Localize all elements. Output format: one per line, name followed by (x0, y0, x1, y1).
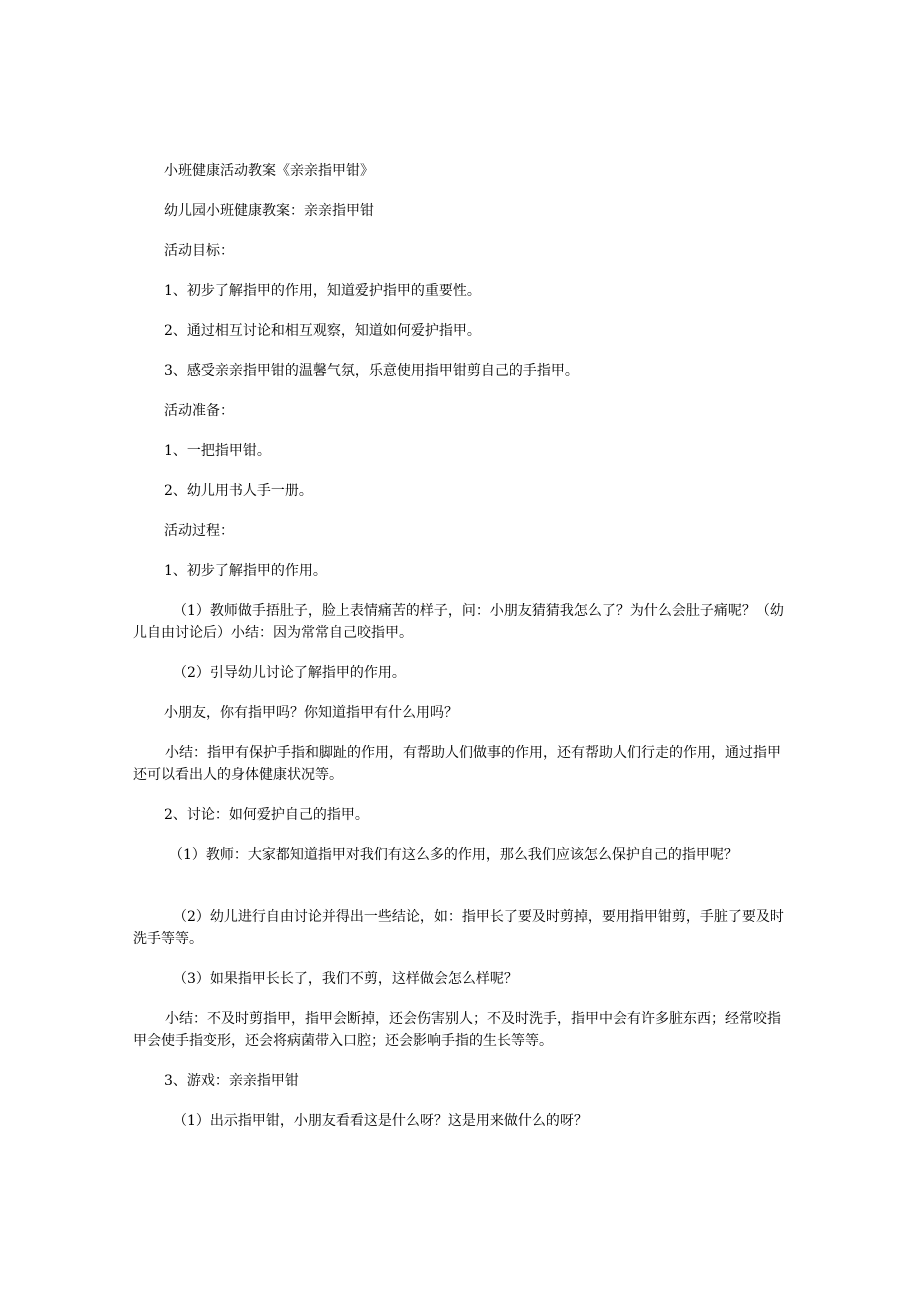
question-line: 小朋友，你有指甲吗？你知道指甲有什么用吗？ (164, 705, 458, 721)
goal-item-2: 2、通过相互讨论和相互观察，知道如何爱护指甲。 (164, 323, 481, 339)
goal-item-3: 3、感受亲亲指甲钳的温馨气氛，乐意使用指甲钳剪自己的手指甲。 (164, 363, 579, 379)
process-step-2-3: （3）如果指甲长长了，我们不剪，这样做会怎么样呢？ (173, 971, 518, 987)
summary-1: 小结：指甲有保护手指和脚趾的作用，有帮助人们做事的作用，还有帮助人们行走的作用，通过指甲还可以看出人的身体健康状况等。 (133, 745, 781, 783)
goal-item-1: 1、初步了解指甲的作用，知道爱护指甲的重要性。 (164, 283, 481, 299)
document-subtitle: 幼儿园小班健康教案：亲亲指甲钳 (164, 203, 374, 219)
process-step-1-1: （1）教师做手捂肚子，脸上表情痛苦的样子，问：小朋友猜猜我怎么了？为什么会肚子痛呢？（幼儿自由讨论后）小结：因为常常自己咬指甲。 (133, 603, 784, 641)
goals-heading: 活动目标： (164, 243, 234, 259)
process-step-3: 3、游戏：亲亲指甲钳 (164, 1073, 299, 1089)
process-step-1: 1、初步了解指甲的作用。 (164, 563, 327, 579)
process-step-2: 2、讨论：如何爱护自己的指甲。 (164, 807, 369, 823)
document-title: 小班健康活动教案《亲亲指甲钳》 (164, 163, 374, 179)
prep-heading: 活动准备： (164, 403, 234, 419)
process-step-1-2: （2）引导幼儿讨论了解指甲的作用。 (173, 665, 406, 681)
process-step-3-1: （1）出示指甲钳，小朋友看看这是什么呀？这是用来做什么的呀？ (173, 1113, 588, 1129)
summary-2: 小结：不及时剪指甲，指甲会断掉，还会伤害别人；不及时洗手，指甲中会有许多脏东西；经常咬指甲会使手指变形，还会将病菌带入口腔；还会影响手指的生长等等。 (133, 1011, 781, 1049)
process-step-2-2: （2）幼儿进行自由讨论并得出一些结论，如：指甲长了要及时剪掉，要用指甲钳剪，手脏了要及时洗手等等。 (133, 909, 784, 947)
prep-item-2: 2、幼儿用书人手一册。 (164, 483, 313, 499)
prep-item-1: 1、一把指甲钳。 (164, 443, 271, 459)
process-step-2-1: （1）教师：大家都知道指甲对我们有这么多的作用，那么我们应该怎么保护自己的指甲呢？ (169, 847, 738, 863)
process-heading: 活动过程： (164, 523, 234, 539)
